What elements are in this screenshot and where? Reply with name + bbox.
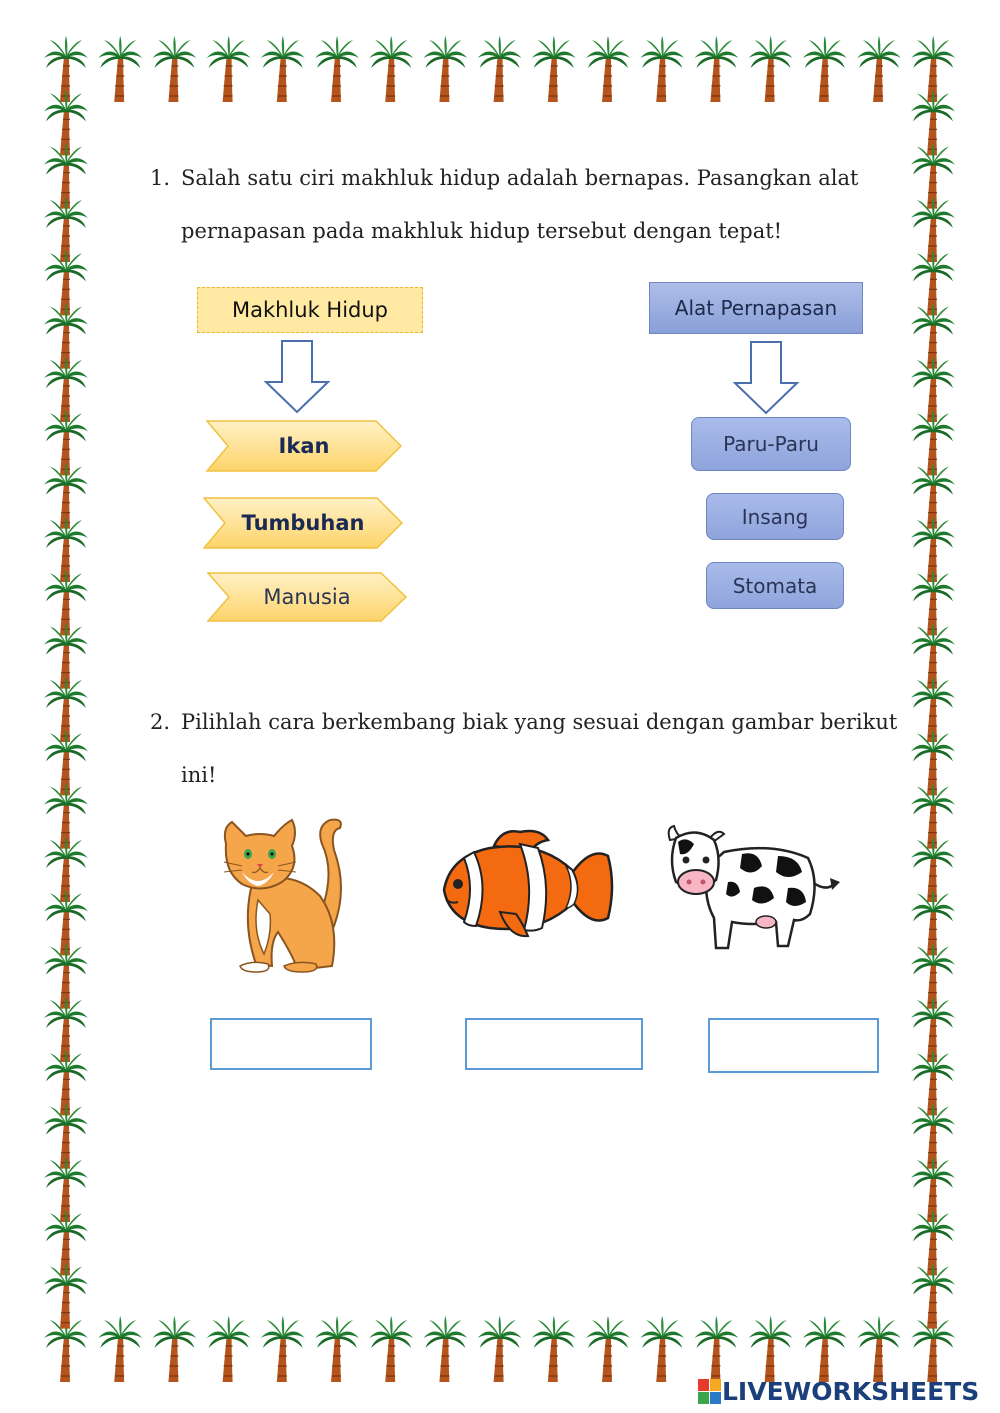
palm-tree-icon <box>152 1316 196 1382</box>
palm-tree-icon <box>44 1263 88 1329</box>
item-insang[interactable]: Insang <box>706 493 844 540</box>
palm-tree-icon <box>640 36 684 102</box>
palm-tree-icon <box>586 36 630 102</box>
answer-box-cow[interactable] <box>708 1018 879 1073</box>
liveworksheets-logo-icon <box>698 1379 722 1405</box>
palm-tree-icon <box>857 36 901 102</box>
palm-tree-icon <box>152 36 196 102</box>
question1-number: 1. <box>150 166 171 190</box>
liveworksheets-logo[interactable] <box>698 1377 979 1406</box>
item-paru-paru[interactable]: Paru-Paru <box>691 417 851 471</box>
palm-tree-icon <box>261 1316 305 1382</box>
palm-tree-icon <box>749 1316 793 1382</box>
palm-tree-icon <box>803 36 847 102</box>
palm-tree-icon <box>369 1316 413 1382</box>
palm-tree-icon <box>423 1316 467 1382</box>
palm-tree-icon <box>315 36 359 102</box>
palm-tree-icon <box>532 1316 576 1382</box>
palm-tree-icon <box>857 1316 901 1382</box>
item-ikan-label: Ikan <box>278 434 330 458</box>
palm-tree-icon <box>640 1316 684 1382</box>
answer-box-cat[interactable] <box>210 1018 372 1070</box>
down-arrow-left-icon <box>264 340 330 414</box>
palm-tree-icon <box>911 1263 955 1329</box>
alat-pernapasan-header: Alat Pernapasan <box>649 282 863 334</box>
question2-line1: Pilihlah cara berkembang biak yang sesuai dengan gambar berikut <box>181 710 898 734</box>
question1-line2: pernapasan pada makhluk hidup tersebut dengan tepat! <box>181 219 783 243</box>
palm-tree-icon <box>261 36 305 102</box>
makhluk-hidup-header: Makhluk Hidup <box>197 287 423 333</box>
palm-tree-icon <box>369 36 413 102</box>
palm-tree-icon <box>694 1316 738 1382</box>
answer-box-fish[interactable] <box>465 1018 643 1070</box>
palm-tree-icon <box>749 36 793 102</box>
palm-tree-icon <box>98 1316 142 1382</box>
palm-tree-icon <box>478 1316 522 1382</box>
palm-tree-icon <box>423 36 467 102</box>
palm-tree-icon <box>98 36 142 102</box>
question2-number: 2. <box>150 710 171 734</box>
palm-tree-icon <box>478 36 522 102</box>
question1-line1: Salah satu ciri makhluk hidup adalah bernapas. Pasangkan alat <box>181 166 859 190</box>
liveworksheets-logo-text: LIVEWORKSHEETS <box>722 1377 980 1406</box>
palm-tree-icon <box>586 1316 630 1382</box>
item-manusia-label: Manusia <box>263 585 351 609</box>
palm-tree-icon <box>207 1316 251 1382</box>
question2-line2: ini! <box>181 763 217 787</box>
palm-tree-icon <box>803 1316 847 1382</box>
item-stomata[interactable]: Stomata <box>706 562 844 609</box>
cow-image <box>662 822 840 952</box>
down-arrow-right-icon <box>733 341 799 415</box>
palm-tree-icon <box>532 36 576 102</box>
palm-tree-icon <box>694 36 738 102</box>
clownfish-image <box>440 826 615 944</box>
cat-image <box>212 814 360 976</box>
palm-tree-icon <box>315 1316 359 1382</box>
palm-tree-icon <box>207 36 251 102</box>
item-tumbuhan-label: Tumbuhan <box>241 511 365 535</box>
